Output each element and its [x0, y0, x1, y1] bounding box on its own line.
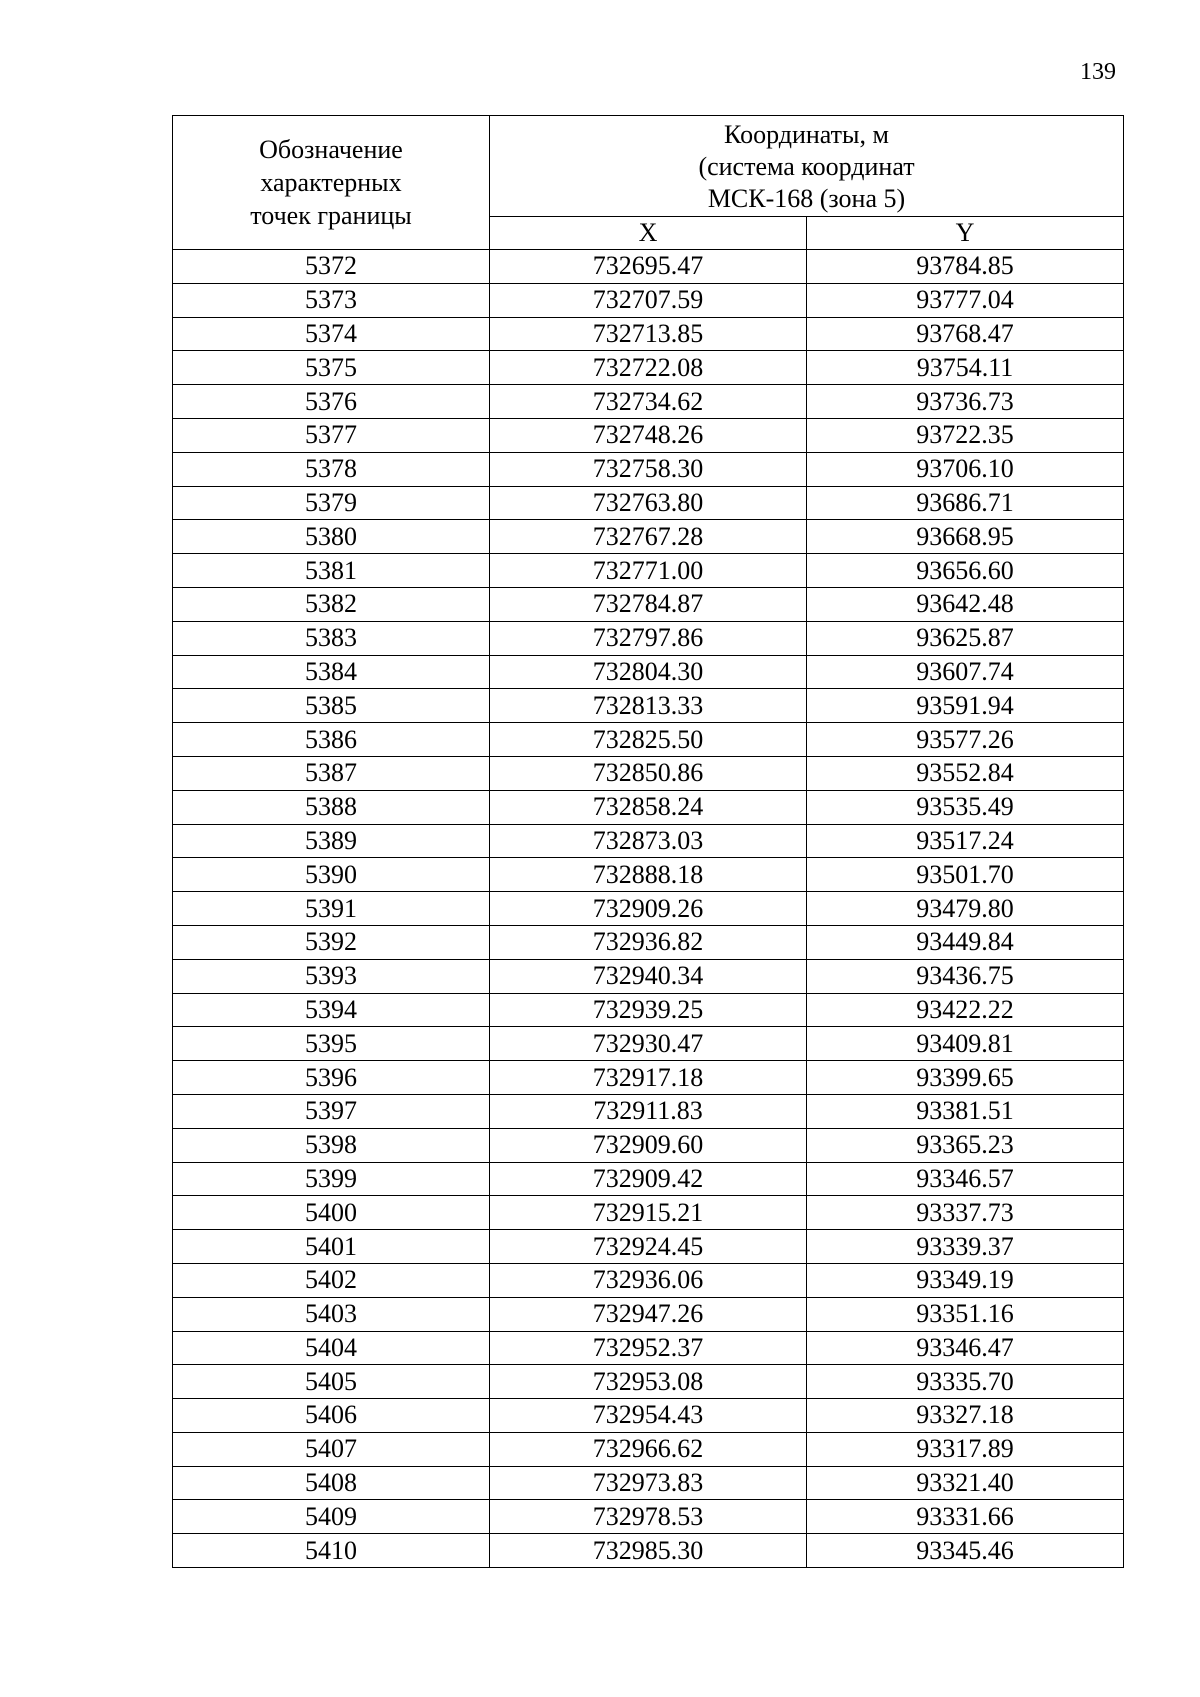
y-coordinate-cell: 93517.24 [807, 824, 1124, 858]
table-row [173, 655, 1124, 689]
header-row-top [173, 116, 1124, 217]
table-row [173, 1162, 1124, 1196]
table-row [173, 520, 1124, 554]
y-coordinate-cell: 93337.73 [807, 1196, 1124, 1230]
y-coordinate-cell: 93591.94 [807, 689, 1124, 723]
y-coordinate-cell: 93449.84 [807, 925, 1124, 959]
point-cell: 5389 [173, 824, 490, 858]
y-coordinate-cell: 93754.11 [807, 351, 1124, 385]
y-coordinate-cell: 93777.04 [807, 283, 1124, 317]
y-coordinate-cell: 93668.95 [807, 520, 1124, 554]
y-coordinate-cell: 93607.74 [807, 655, 1124, 689]
y-coordinate-cell: 93736.73 [807, 385, 1124, 419]
x-coordinate-cell: 732909.26 [490, 892, 807, 926]
table-row [173, 1534, 1124, 1568]
point-cell: 5400 [173, 1196, 490, 1230]
table-row [173, 452, 1124, 486]
y-coordinate-cell: 93335.70 [807, 1365, 1124, 1399]
x-coordinate-cell: 732911.83 [490, 1094, 807, 1128]
point-cell: 5394 [173, 993, 490, 1027]
table-row [173, 892, 1124, 926]
x-coordinate-cell: 732850.86 [490, 756, 807, 790]
x-coordinate-cell: 732909.42 [490, 1162, 807, 1196]
point-cell: 5410 [173, 1534, 490, 1568]
x-coordinate-cell: 732873.03 [490, 824, 807, 858]
table-row [173, 1027, 1124, 1061]
x-coordinate-cell: 732924.45 [490, 1230, 807, 1264]
point-cell: 5409 [173, 1500, 490, 1534]
point-header-line: характерных [260, 168, 402, 197]
table-row [173, 858, 1124, 892]
point-cell: 5388 [173, 790, 490, 824]
y-coordinate-cell: 93346.57 [807, 1162, 1124, 1196]
y-coordinate-cell: 93577.26 [807, 723, 1124, 757]
point-cell: 5378 [173, 452, 490, 486]
table-row [173, 1432, 1124, 1466]
point-cell: 5390 [173, 858, 490, 892]
y-coordinate-cell: 93365.23 [807, 1128, 1124, 1162]
x-coordinate-cell: 732930.47 [490, 1027, 807, 1061]
point-cell: 5381 [173, 554, 490, 588]
x-coordinate-cell: 732748.26 [490, 418, 807, 452]
table-row [173, 993, 1124, 1027]
x-coordinate-cell: 732771.00 [490, 554, 807, 588]
table-row [173, 250, 1124, 284]
y-coordinate-cell: 93331.66 [807, 1500, 1124, 1534]
point-cell: 5397 [173, 1094, 490, 1128]
point-cell: 5395 [173, 1027, 490, 1061]
x-coordinate-cell: 732722.08 [490, 351, 807, 385]
point-header-line: Обозначение [259, 135, 403, 164]
table-row [173, 723, 1124, 757]
table-row [173, 554, 1124, 588]
y-coordinate-cell: 93327.18 [807, 1399, 1124, 1433]
point-cell: 5373 [173, 283, 490, 317]
table-row [173, 283, 1124, 317]
coords-header-line: МСК-168 (зона 5) [707, 184, 906, 213]
table-row [173, 1061, 1124, 1095]
y-coordinate-cell: 93422.22 [807, 993, 1124, 1027]
point-cell: 5396 [173, 1061, 490, 1095]
x-coordinate-cell: 732888.18 [490, 858, 807, 892]
x-coordinate-cell: 732784.87 [490, 587, 807, 621]
y-coordinate-cell: 93349.19 [807, 1263, 1124, 1297]
table-row [173, 1500, 1124, 1534]
point-cell: 5385 [173, 689, 490, 723]
table-row [173, 385, 1124, 419]
point-header-line: точек границы [250, 201, 412, 230]
point-cell: 5393 [173, 959, 490, 993]
x-coordinate-cell: 732936.06 [490, 1263, 807, 1297]
x-coordinate-cell: 732763.80 [490, 486, 807, 520]
table-row [173, 689, 1124, 723]
y-coordinate-cell: 93768.47 [807, 317, 1124, 351]
point-cell: 5399 [173, 1162, 490, 1196]
point-cell: 5375 [173, 351, 490, 385]
x-coordinate-cell: 732825.50 [490, 723, 807, 757]
y-coordinate-cell: 93317.89 [807, 1432, 1124, 1466]
coordinates-table [172, 115, 1124, 1568]
point-cell: 5374 [173, 317, 490, 351]
table-row [173, 756, 1124, 790]
x-coordinate-cell: 732915.21 [490, 1196, 807, 1230]
point-cell: 5392 [173, 925, 490, 959]
y-coordinate-cell: 93479.80 [807, 892, 1124, 926]
point-cell: 5377 [173, 418, 490, 452]
y-coordinate-cell: 93535.49 [807, 790, 1124, 824]
table-row [173, 1263, 1124, 1297]
table-row [173, 1365, 1124, 1399]
x-coordinate-cell: 732940.34 [490, 959, 807, 993]
x-coordinate-cell: 732713.85 [490, 317, 807, 351]
x-coordinate-cell: 732758.30 [490, 452, 807, 486]
x-coordinate-cell: 732952.37 [490, 1331, 807, 1365]
point-cell: 5404 [173, 1331, 490, 1365]
x-coordinate-cell: 732917.18 [490, 1061, 807, 1095]
table-row [173, 1230, 1124, 1264]
table-row [173, 790, 1124, 824]
point-cell: 5383 [173, 621, 490, 655]
y-coordinate-cell: 93399.65 [807, 1061, 1124, 1095]
point-cell: 5380 [173, 520, 490, 554]
x-coordinate-cell: 732797.86 [490, 621, 807, 655]
x-coordinate-cell: 732858.24 [490, 790, 807, 824]
y-coordinate-cell: 93706.10 [807, 452, 1124, 486]
y-coordinate-cell: 93501.70 [807, 858, 1124, 892]
point-cell: 5386 [173, 723, 490, 757]
table-row [173, 1094, 1124, 1128]
table-body [173, 250, 1124, 1568]
coords-header-line: (система координат [698, 152, 915, 181]
x-coordinate-cell: 732939.25 [490, 993, 807, 1027]
table-row [173, 925, 1124, 959]
x-coordinate-cell: 732985.30 [490, 1534, 807, 1568]
x-coordinate-cell: 732813.33 [490, 689, 807, 723]
point-cell: 5387 [173, 756, 490, 790]
table-row [173, 1331, 1124, 1365]
point-cell: 5406 [173, 1399, 490, 1433]
x-coordinate-cell: 732804.30 [490, 655, 807, 689]
point-cell: 5407 [173, 1432, 490, 1466]
table-row [173, 1466, 1124, 1500]
table-row [173, 959, 1124, 993]
x-coordinate-cell: 732767.28 [490, 520, 807, 554]
table-row [173, 1128, 1124, 1162]
x-coordinate-cell: 732966.62 [490, 1432, 807, 1466]
x-coordinate-cell: 732947.26 [490, 1297, 807, 1331]
point-cell: 5372 [173, 250, 490, 284]
table-row [173, 587, 1124, 621]
y-coordinate-cell: 93321.40 [807, 1466, 1124, 1500]
point-cell: 5391 [173, 892, 490, 926]
point-cell: 5402 [173, 1263, 490, 1297]
y-coordinate-cell: 93381.51 [807, 1094, 1124, 1128]
x-coordinate-cell: 732707.59 [490, 283, 807, 317]
table-row [173, 1399, 1124, 1433]
point-cell: 5376 [173, 385, 490, 419]
x-coordinate-cell: 732954.43 [490, 1399, 807, 1433]
point-column-header [173, 116, 490, 250]
point-cell: 5398 [173, 1128, 490, 1162]
y-coordinate-cell: 93686.71 [807, 486, 1124, 520]
coordinates-column-header [490, 116, 1124, 217]
y-coordinate-cell: 93656.60 [807, 554, 1124, 588]
point-cell: 5382 [173, 587, 490, 621]
table-row [173, 418, 1124, 452]
y-coordinate-cell: 93552.84 [807, 756, 1124, 790]
point-cell: 5384 [173, 655, 490, 689]
x-coordinate-cell: 732909.60 [490, 1128, 807, 1162]
point-cell: 5379 [173, 486, 490, 520]
y-coordinate-cell: 93784.85 [807, 250, 1124, 284]
table-row [173, 1297, 1124, 1331]
x-column-header: X [490, 217, 807, 250]
y-coordinate-cell: 93345.46 [807, 1534, 1124, 1568]
x-coordinate-cell: 732973.83 [490, 1466, 807, 1500]
y-coordinate-cell: 93625.87 [807, 621, 1124, 655]
y-coordinate-cell: 93339.37 [807, 1230, 1124, 1264]
table-row [173, 351, 1124, 385]
point-cell: 5405 [173, 1365, 490, 1399]
y-coordinate-cell: 93642.48 [807, 587, 1124, 621]
x-coordinate-cell: 732953.08 [490, 1365, 807, 1399]
table-row [173, 486, 1124, 520]
table-row [173, 824, 1124, 858]
y-coordinate-cell: 93346.47 [807, 1331, 1124, 1365]
x-coordinate-cell: 732978.53 [490, 1500, 807, 1534]
table-row [173, 621, 1124, 655]
page-number: 139 [1080, 59, 1116, 85]
point-cell: 5408 [173, 1466, 490, 1500]
x-coordinate-cell: 732734.62 [490, 385, 807, 419]
y-coordinate-cell: 93409.81 [807, 1027, 1124, 1061]
x-coordinate-cell: 732695.47 [490, 250, 807, 284]
x-coordinate-cell: 732936.82 [490, 925, 807, 959]
point-cell: 5403 [173, 1297, 490, 1331]
y-column-header: Y [807, 217, 1124, 250]
table-row [173, 317, 1124, 351]
y-coordinate-cell: 93722.35 [807, 418, 1124, 452]
y-coordinate-cell: 93436.75 [807, 959, 1124, 993]
y-coordinate-cell: 93351.16 [807, 1297, 1124, 1331]
point-cell: 5401 [173, 1230, 490, 1264]
table-row [173, 1196, 1124, 1230]
coords-header-line: Координаты, м [724, 120, 889, 149]
